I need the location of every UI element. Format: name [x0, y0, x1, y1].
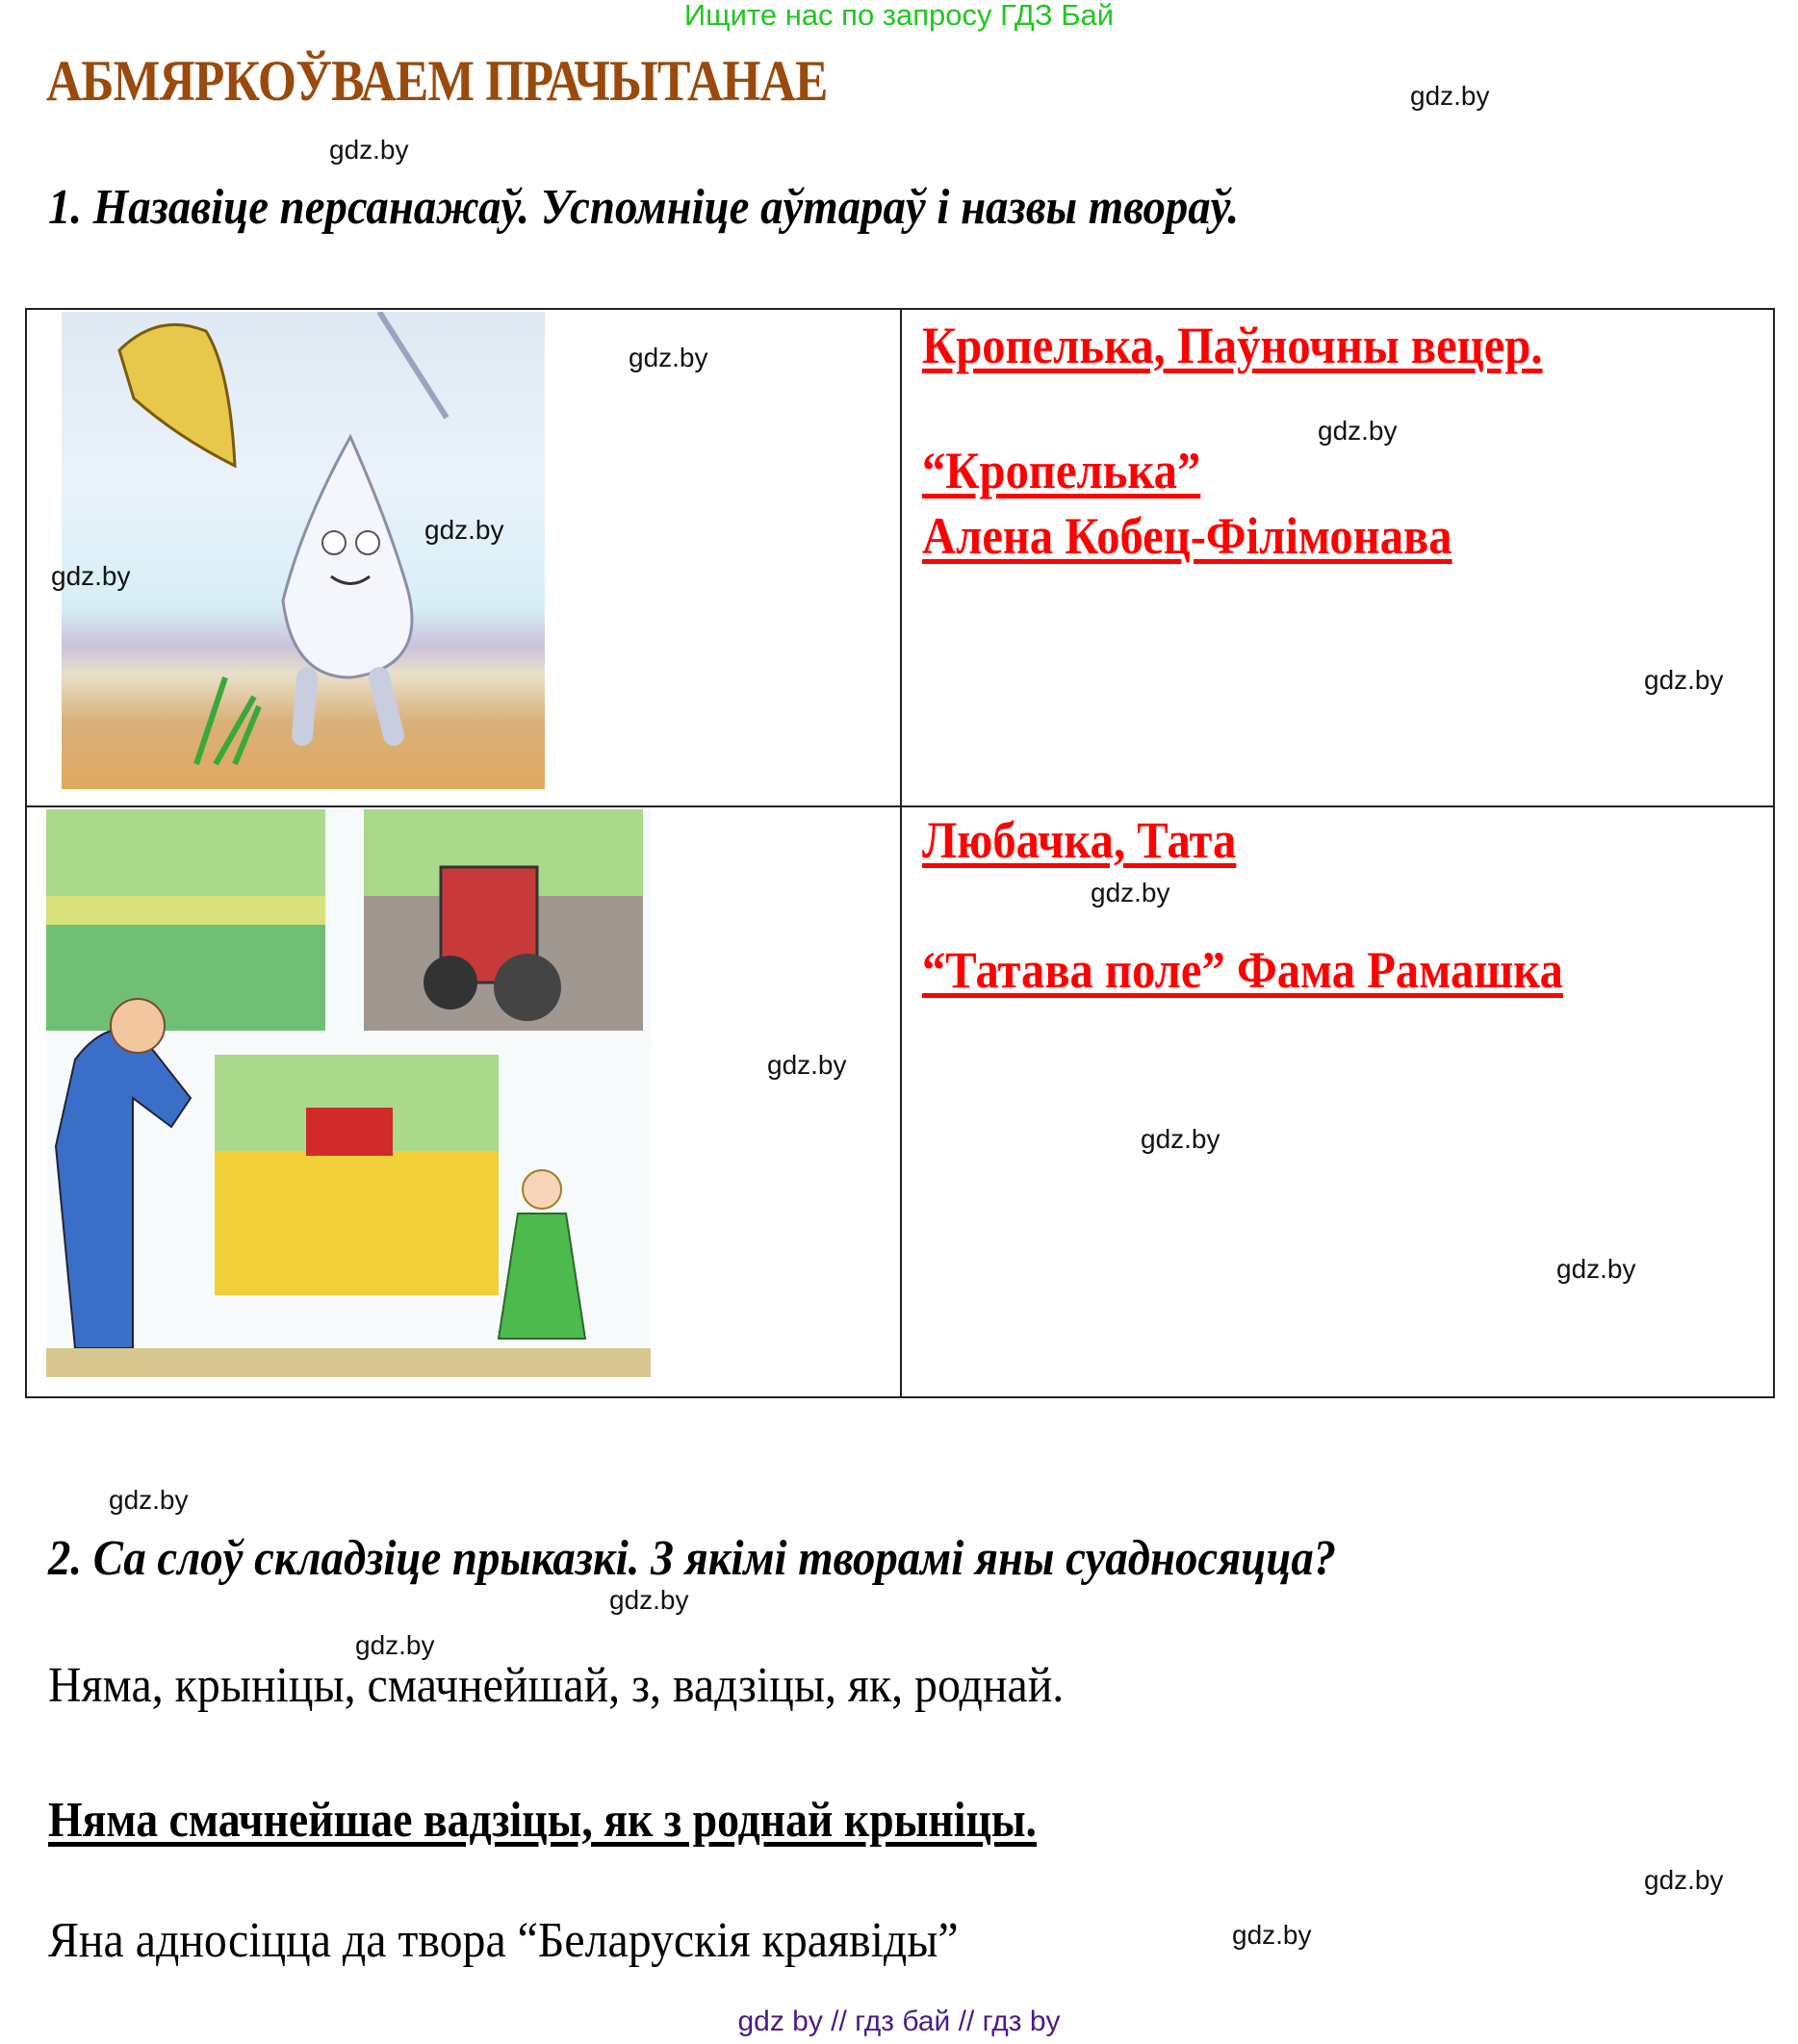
- watermark: gdz.by: [1232, 1920, 1312, 1950]
- watermark: gdz.by: [355, 1630, 435, 1660]
- field-scenes-icon: [46, 809, 651, 1377]
- watermark: gdz.by: [109, 1485, 189, 1515]
- proverb-answer: Няма смачнейшае вадзіцы, як з роднай крыніцы.: [48, 1793, 1037, 1848]
- question-1: 1. Назавіце персанажаў. Успомніце аўтараў і назвы твораў.: [48, 180, 1240, 235]
- column-divider: [900, 310, 902, 1396]
- father-daughter-illustration: [46, 809, 651, 1377]
- watermark: gdz.by: [1644, 665, 1724, 695]
- watermark: gdz.by: [1318, 416, 1398, 446]
- row-divider: [27, 805, 1773, 807]
- scrambled-words: Няма, крыніцы, смачнейшай, з, вадзіцы, як, роднай.: [48, 1658, 1065, 1713]
- watermark: gdz.by: [1410, 81, 1490, 111]
- watermark: gdz.by: [51, 561, 131, 591]
- answer-title-author-2: “Татава поле” Фама Рамашка: [922, 941, 1563, 999]
- page-title: АБМЯРКОЎВАЕМ ПРАЧЫТАНАЕ: [46, 49, 828, 113]
- question-2: 2. Са слоў складзіце прыказкі. З якімі творамі яны суадносяцца?: [48, 1531, 1337, 1586]
- answer-title-1: “Кропелька”: [922, 442, 1201, 499]
- watermark: gdz.by: [629, 343, 708, 372]
- search-banner: Ищите нас по запросу ГДЗ Бай: [683, 0, 1115, 32]
- watermark: gdz.by: [767, 1050, 847, 1080]
- footer-links: gdz by // гдз бай // гдз by: [737, 2006, 1061, 2037]
- watermark: gdz.by: [1141, 1124, 1220, 1154]
- watermark: gdz.by: [1091, 878, 1170, 907]
- watermark: gdz.by: [1644, 1865, 1724, 1895]
- drop-character-icon: [62, 312, 545, 789]
- relation-answer: Яна адносіцца да твора “Беларускія краявіды”: [48, 1913, 959, 1968]
- answer-table: [25, 308, 1775, 1398]
- watermark: gdz.by: [329, 135, 409, 165]
- watermark: gdz.by: [424, 515, 504, 545]
- drop-character-illustration: [62, 312, 545, 789]
- watermark: gdz.by: [1556, 1254, 1636, 1284]
- watermark: gdz.by: [609, 1585, 689, 1615]
- answer-characters-1: Кропелька, Паўночны вецер.: [922, 317, 1543, 374]
- answer-characters-2: Любачка, Тата: [922, 811, 1237, 869]
- answer-author-1: Алена Кобец-Філімонава: [922, 507, 1452, 565]
